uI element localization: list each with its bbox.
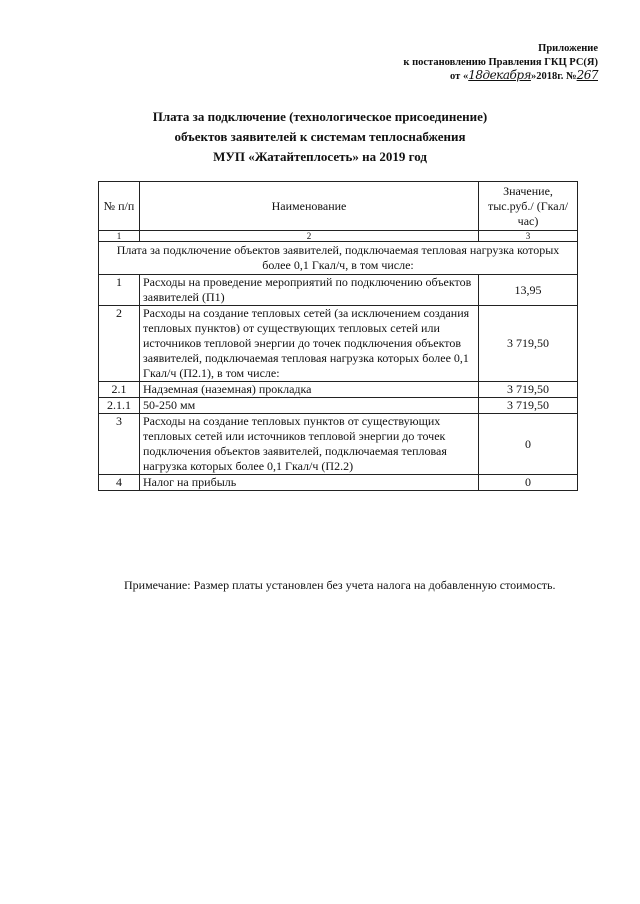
row-name: 50-250 мм <box>140 398 479 414</box>
table-row <box>99 306 578 382</box>
date-prefix: от « <box>450 71 469 82</box>
column-number: 3 <box>479 231 578 242</box>
handwritten-number: 267 <box>576 68 598 82</box>
column-number: 1 <box>99 231 140 242</box>
row-name: Налог на прибыль <box>140 475 479 491</box>
header-value: Значение, тыс.руб./ (Гкал/час) <box>479 182 578 231</box>
row-name: Расходы на проведение мероприятий по подключению объектов заявителей (П1) <box>140 275 479 306</box>
fee-table <box>98 181 578 491</box>
table-row <box>99 475 578 491</box>
row-num: 2.1.1 <box>99 398 140 414</box>
table-row <box>99 398 578 414</box>
header-name: Наименование <box>140 182 479 231</box>
row-num: 2 <box>99 306 140 382</box>
table-header-row <box>99 182 578 231</box>
row-value: 0 <box>479 414 578 475</box>
title-line-3: МУП «Жатайтеплосеть» на 2019 год <box>213 149 427 164</box>
row-value: 13,95 <box>479 275 578 306</box>
title-line-2: объектов заявителей к системам теплоснабжения <box>174 129 466 144</box>
column-number: 2 <box>140 231 479 242</box>
row-name: Расходы на создание тепловых пунктов от существующих тепловых сетей или источников тепловой энергии до точек подключения объектов заявителей, подключаемая тепловая нагрузка которых более 0,1 Гкал/ч (П2.2) <box>140 414 479 475</box>
section-title: Плата за подключение объектов заявителей, подключаемая тепловая нагрузка которых более 0,1 Гкал/ч, в том числе: <box>99 242 578 275</box>
row-num: 2.1 <box>99 382 140 398</box>
header-num: № п/п <box>99 182 140 231</box>
handwritten-date: 18декабря <box>468 68 531 82</box>
row-value: 3 719,50 <box>479 306 578 382</box>
footnote: Примечание: Размер платы установлен без учета налога на добавленную стоимость. <box>124 578 556 592</box>
section-title-row <box>99 242 578 275</box>
appendix-label: Приложение <box>538 43 598 54</box>
table-row <box>99 275 578 306</box>
row-value: 0 <box>479 475 578 491</box>
title-line-1: Плата за подключение (технологическое присоединение) <box>152 109 488 124</box>
document-title <box>0 107 640 167</box>
resolution-reference: к постановлению Правления ГКЦ РС(Я) <box>403 56 598 68</box>
column-number-row <box>99 231 578 242</box>
row-name: Расходы на создание тепловых сетей (за исключением создания тепловых пунктов) от существующих тепловых сетей или источников тепловой энергии до точек подключения объектов заявителей, подключаемая тепловая нагрузка которых более 0,1 Гкал/ч (П2.1), в том числе: <box>140 306 479 382</box>
row-value: 3 719,50 <box>479 398 578 414</box>
row-value: 3 719,50 <box>479 382 578 398</box>
document-header <box>403 42 598 84</box>
row-num: 3 <box>99 414 140 475</box>
row-name: Надземная (наземная) прокладка <box>140 382 479 398</box>
table-row <box>99 414 578 475</box>
table-row <box>99 382 578 398</box>
row-num: 1 <box>99 275 140 306</box>
resolution-date-line <box>403 69 598 84</box>
row-num: 4 <box>99 475 140 491</box>
date-middle: »2018г. № <box>530 71 577 82</box>
